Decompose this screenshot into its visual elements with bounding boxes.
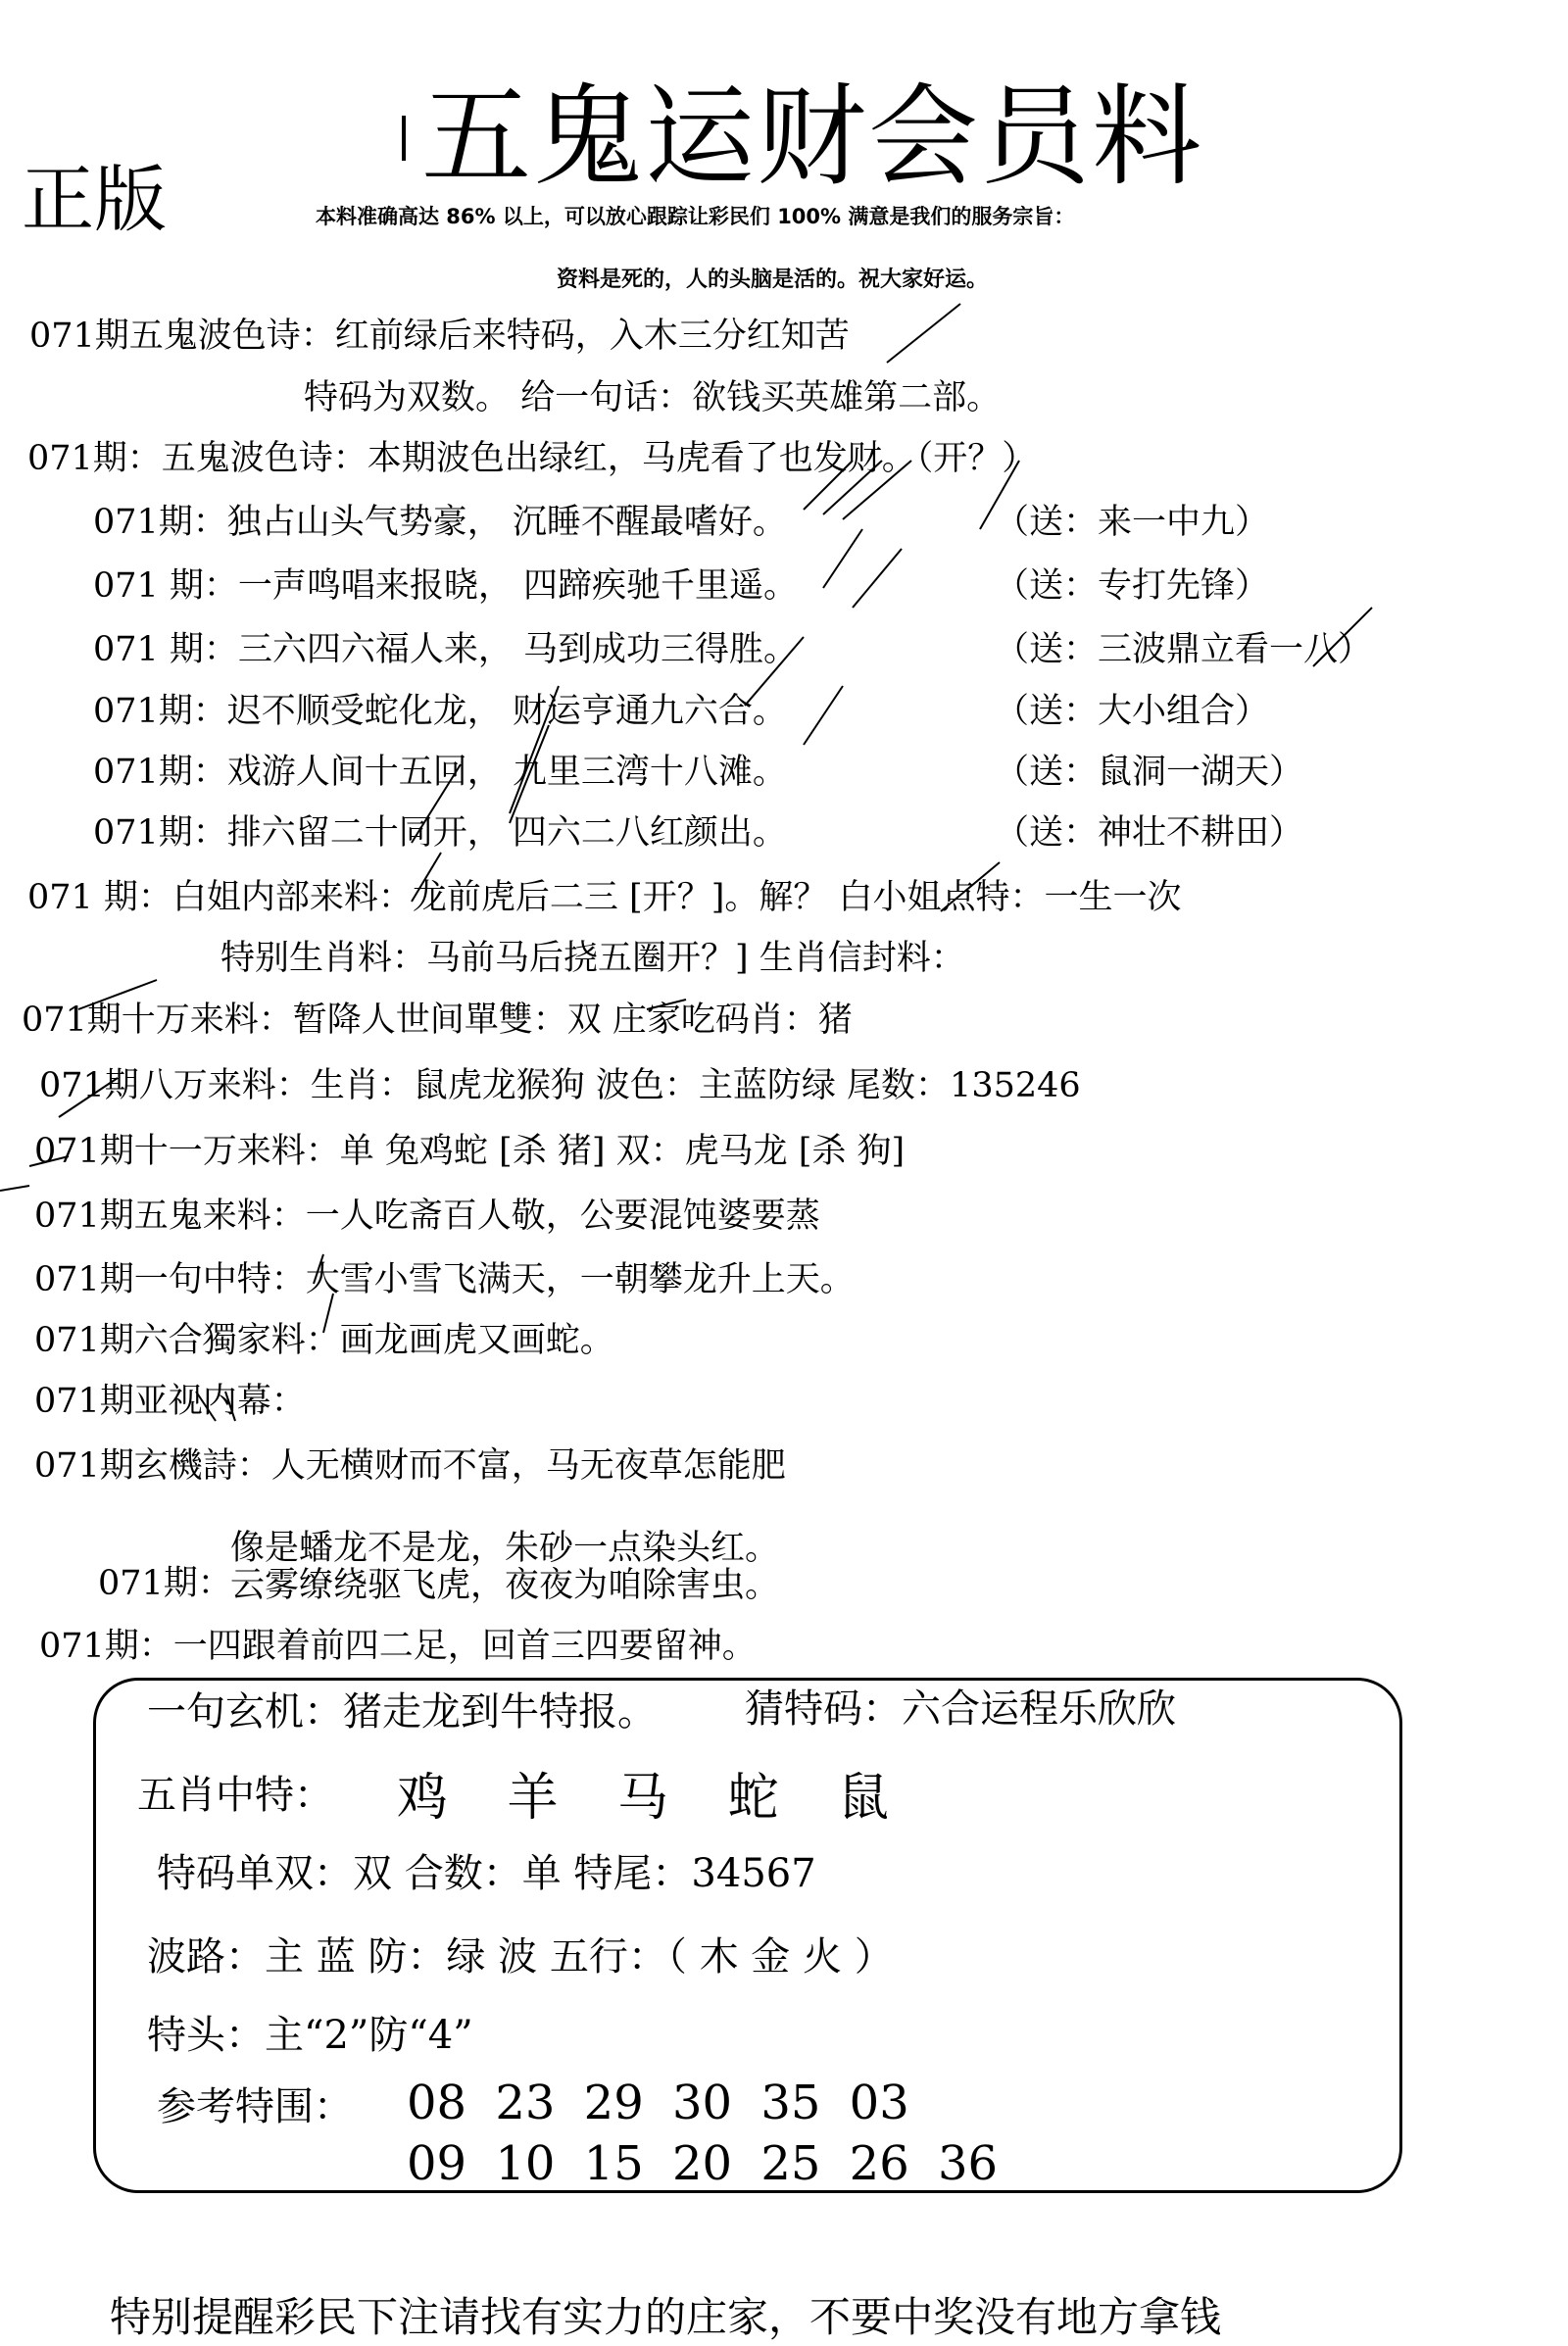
text-line: 071期八万来料：生肖：鼠虎龙猴狗 波色：主蓝防绿 尾数：135246 (39, 1066, 1081, 1105)
bolu-line: 波路：主 蓝 防：绿 波 五行：（ 木 金 火 ） (147, 1934, 894, 1979)
gift-label: （送：神壮不耕田） (995, 813, 1304, 853)
text-line: 071期：独占山头气势豪， 沉睡不醒最嗜好。 （送：来一中九） (93, 495, 1465, 544)
text-line: 071 期：白姐内部来料：龙前虎后二三 [开？]。解？ 白小姐点特：一生一次 (27, 878, 1182, 917)
text-line: 071期十一万来料：单 兔鸡蛇 [杀 猪] 双：虎马龙 [杀 狗] (34, 1132, 906, 1171)
gift-label: （送：来一中九） (995, 503, 1270, 542)
wuxiao-label: 五肖中特： (137, 1773, 333, 1818)
ref-label: 参考特围： (157, 2084, 353, 2129)
text-line: 071期：五鬼波色诗：本期波色出绿红，马虎看了也发财。（开？） (27, 439, 1037, 478)
danshuang-line: 特码单双：双 合数：单 特尾：34567 (157, 1851, 816, 1896)
text-line: 071期：迟不顺受蛇化龙， 财运亨通九六合。 （送：大小组合） (93, 684, 1465, 733)
text-line: 071期六合獨家料：画龙画虎又画蛇。 (34, 1321, 614, 1360)
guess-line: 猜特码：六合运程乐欣欣 (745, 1686, 1176, 1732)
text-line: 071期五鬼来料：一人吃斋百人敬，公要混饨婆要蒸 (34, 1197, 820, 1236)
text-line: 071期十万来料：暂降人世间單雙：双 庄家吃码肖：猪 (22, 1001, 853, 1040)
gift-label: （送：鼠洞一湖天） (995, 753, 1304, 792)
text-line: 071期玄機詩：人无横财而不富，马无夜草怎能肥 (34, 1446, 786, 1486)
text-line: 071期五鬼波色诗：红前绿后来特码，入木三分红知苦 (29, 317, 850, 356)
text-line: 071期亚视内幕： (34, 1382, 306, 1421)
text-line: 特码为双数。 给一句话：欲钱买英雄第二部。 (304, 378, 1002, 417)
intro-line-1: 本料准确高达 86% 以上，可以放心跟踪让彩民们 100% 满意是我们的服务宗旨： (316, 205, 1075, 228)
text-line: 特别生肖料：马前马后挠五圈开？] 生肖信封料： (220, 939, 965, 978)
poem-line: 云雾缭绕驱飞虎，夜夜为咱除害虫。 (230, 1566, 780, 1605)
wuxiao-values: 鸡 羊 马 蛇 鼠 (397, 1769, 911, 1828)
footer-warning: 特别提醒彩民下注请找有实力的庄家，不要中奖没有地方拿钱 (110, 2293, 1222, 2341)
ref-numbers-row-2: 09 10 15 20 25 26 36 (407, 2136, 999, 2191)
gift-label: （送：专打先锋） (995, 566, 1270, 606)
gift-label: （送：三波鼎立看一八） (995, 630, 1373, 669)
xuanji-line: 一句玄机：猪走龙到牛特报。 (147, 1689, 657, 1735)
ref-numbers-row-1: 08 23 29 30 35 03 (407, 2076, 909, 2130)
text-line: 071期：排六留二十同开， 四六二八红颜出。 （送：神壮不耕田） (93, 806, 1465, 855)
poem-line: 像是蟠龙不是龙，朱砂一点染头红。 (230, 1529, 780, 1568)
tetou-line: 特头：主“2”防“4” (147, 2013, 473, 2058)
text-line: 071期：一四跟着前四二足，回首三四要留神。 (39, 1627, 757, 1666)
text-line: 071 期：三六四六福人来， 马到成功三得胜。 （送：三波鼎立看一八） (93, 622, 1465, 671)
poem-period: 071期： (98, 1564, 232, 1603)
intro-line-2: 资料是死的，人的头脑是活的。祝大家好运。 (557, 268, 989, 292)
edition-badge: 正版 (22, 158, 167, 242)
text-line: 071期一句中特：大雪小雪飞满天，一朝攀龙升上天。 (34, 1260, 855, 1299)
text-line: 071期：戏游人间十五回， 九里三湾十八滩。 （送：鼠洞一湖天） (93, 745, 1465, 794)
page-title: 五鬼运财会员料 (421, 73, 1203, 201)
gift-label: （送：大小组合） (995, 692, 1270, 731)
text-line: 071 期：一声鸣唱来报晓， 四蹄疾驰千里遥。 （送：专打先锋） (93, 559, 1465, 608)
